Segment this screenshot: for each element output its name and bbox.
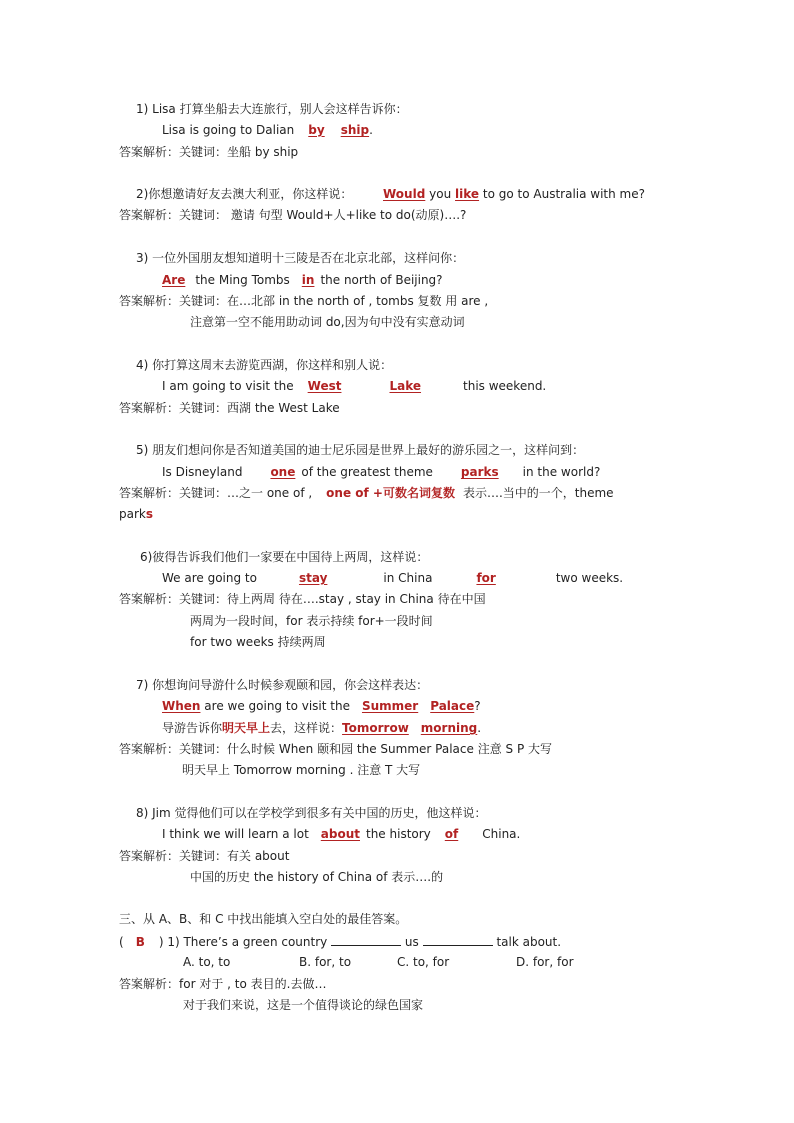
q4-sentence: I am going to visit the West Lake this weekend. [162,379,547,393]
q5-answer-1: one [270,465,296,479]
s3-q1-explanation: 答案解析：for 对于 , to 表目的.去做… [119,977,327,991]
q5-explanation-wrap: parks [119,507,154,521]
q5-explanation-highlight: one of +可数名词复数 [326,486,455,500]
q7-answer-5: morning [420,721,478,735]
q6-explanation-2: 两周为一段时间，for 表示持续 for+一段时间 [190,614,433,628]
s3-q1-answer: B [135,935,145,949]
q7-sentence: When are we going to visit the Summer Palace? [162,699,481,713]
q1-answer-1: by [308,123,325,137]
q3-explanation: 答案解析：关键词：在…北部 in the north of , tombs 复数 用 are , [119,294,489,308]
q7-explanation-2: 明天早上 Tomorrow morning . 注意 T 大写 [182,763,421,777]
q8-explanation-2: 中国的历史 the history of China of 表示….的 [190,870,444,884]
q3-sentence: Are the Ming Tombs in the north of Beijing? [162,273,443,287]
q8-sentence: I think we will learn a lot about the history of China. [162,827,521,841]
q8-answer-1: about [320,827,360,841]
q2-prompt: 2)你想邀请好友去澳大利亚，你这样说： [136,187,353,201]
s3-q1-line: ( B ) 1) There’s a green country us talk about. [119,935,562,949]
q7-answer-3: Palace [430,699,475,713]
q1-prompt: 1) Lisa 打算坐船去大连旅行，别人会这样告诉你： [136,102,408,116]
q3-answer-1: Are [162,273,186,287]
q7-guide-highlight: 明天早上 [222,721,271,735]
q1-explanation: 答案解析：关键词：坐船 by ship [119,145,299,159]
s3-q1-explanation-2: 对于我们来说，这是一个值得谈论的绿色国家 [183,998,424,1012]
q6-answer-2: for [476,571,496,585]
q1-sentence: Lisa is going to Dalian by ship. [162,123,373,137]
q2-sentence: Would you like to go to Australia with me? [383,187,645,201]
s3-q1-blank-1 [331,933,401,946]
q4-answer-1: West [307,379,342,393]
q3-answer-2: in [301,273,315,287]
q7-prompt: 7) 你想询问导游什么时候参观颐和园，你会这样表达： [136,678,429,692]
s3-q1-option-d: D. for, for [516,955,574,969]
q6-prompt: 6)彼得告诉我们他们一家要在中国待上两周，这样说： [140,550,429,564]
q4-answer-2: Lake [389,379,422,393]
q7-guide-sentence: 导游告诉你明天早上去，这样说：Tomorrow morning. [162,721,482,735]
q8-answer-2: of [444,827,459,841]
section-3-heading: 三、从 A、B、和 C 中找出能填入空白处的最佳答案。 [119,912,408,926]
s3-q1-blank-2 [423,933,493,946]
q1-answer-2: ship [340,123,370,137]
q2-answer-1: Would [383,187,426,201]
q3-explanation-note: 注意第一空不能用助动词 do,因为句中没有实意动词 [190,315,465,329]
q6-explanation: 答案解析：关键词：待上两周 待在….stay , stay in China 待在中国 [119,592,486,606]
s3-q1-option-b: B. for, to [299,955,352,969]
q7-answer-1: When [162,699,201,713]
q2-answer-2: like [455,187,480,201]
q6-sentence: We are going to stay in China for two weeks. [162,571,624,585]
s3-q1-option-a: A. to, to [183,955,231,969]
q5-sentence: Is Disneyland one of the greatest theme parks in the world? [162,465,601,479]
q5-prompt: 5) 朋友们想问你是否知道美国的迪士尼乐园是世界上最好的游乐园之一，这样问到： [136,443,585,457]
q6-answer-1: stay [298,571,328,585]
q7-explanation: 答案解析：关键词：什么时候 When 颐和园 the Summer Palace 注意 S P 大写 [119,742,552,756]
q7-answer-4: Tomorrow [342,721,409,735]
q6-explanation-3: for two weeks 持续两周 [190,635,326,649]
q2-explanation: 答案解析：关键词： 邀请 句型 Would+人+like to do(动原)….? [119,208,467,222]
q7-answer-2: Summer [361,699,419,713]
q4-explanation: 答案解析：关键词：西湖 the West Lake [119,401,340,415]
q5-explanation: 答案解析：关键词：…之一 one of , one of +可数名词复数 表示….当中的一个，theme [119,486,614,500]
q3-prompt: 3) 一位外国朋友想知道明十三陵是否在北京北部，这样问你： [136,251,465,265]
q4-prompt: 4) 你打算这周末去游览西湖，你这样和别人说： [136,358,393,372]
q5-answer-2: parks [460,465,499,479]
q8-prompt: 8) Jim 觉得他们可以在学校学到很多有关中国的历史，他这样说： [136,806,487,820]
q8-explanation: 答案解析：关键词：有关 about [119,849,290,863]
s3-q1-option-c: C. to, for [397,955,450,969]
